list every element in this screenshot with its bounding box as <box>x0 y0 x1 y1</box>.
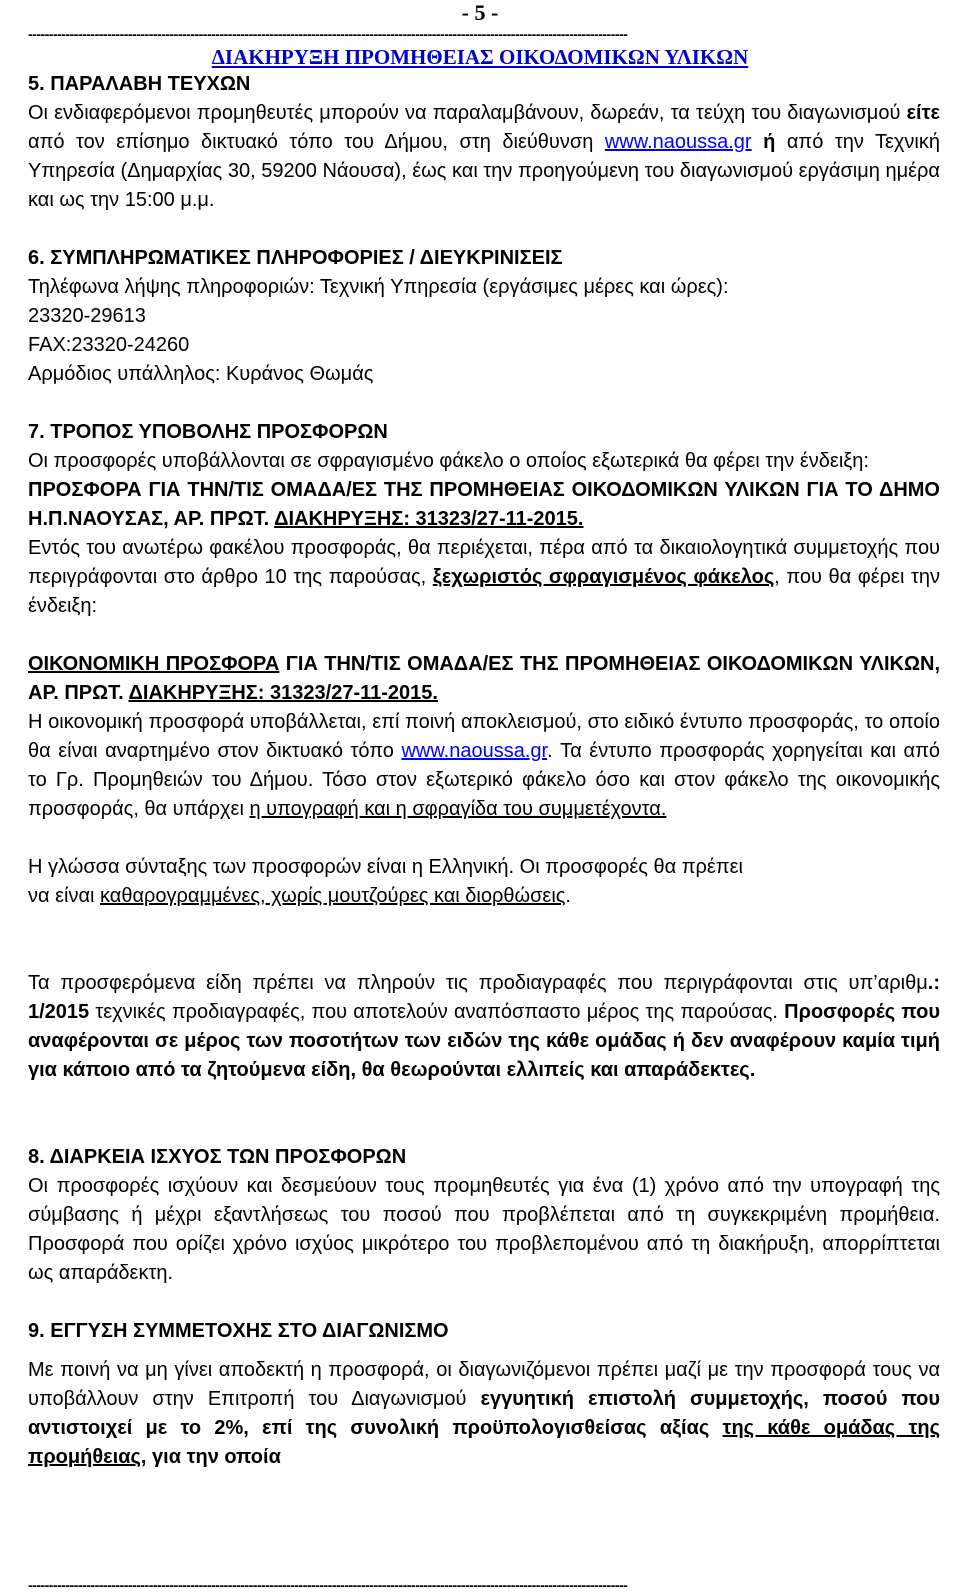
s7-p2-end: , που θα φέρει την ένδειξη: <box>28 566 940 617</box>
section-6-heading: 6. ΣΥΜΠΛΗΡΩΜΑΤΙΚΕΣ ΠΛΗΡΟΦΟΡΙΕΣ / ΔΙΕΥΚΡΙΝΙΣΕΙΣ <box>28 247 563 269</box>
s7-label1-part2: ΔΗΜΟ Η.Π.ΝΑΟΥΣΑΣ, ΑΡ. ΠΡΩΤ. <box>28 479 940 530</box>
s7-p4d: . <box>565 885 571 907</box>
s8-paragraph: Οι προσφορές ισχύουν και δεσμεύουν τους προμηθευτές για ένα (1) χρόνο από την υπογραφή της σύμβασης ή μέχρι εξαντλήσεως του ποσού που προβλέπεται από τη συγκεκριμένη προμήθεια. Προσφορά που ορίζει χρόνο ισχύος μικρότερο του προβλεπομένου από τη διακήρυξη, απορρίπτεται ως απαράδεκτη. <box>28 1175 940 1284</box>
running-header-title: ΔΙΑΚΗΡΥΞΗ ΠΡΟΜΗΘΕΙΑΣ ΟΙΚΟΔΟΜΙΚΩΝ ΥΛΙΚΩΝ <box>211 45 749 69</box>
s7-p5a: Τα προσφερόμενα είδη πρέπει να πληρούν τις προδιαγραφές που περιγράφονται στις υπ’αριθμ <box>28 972 928 994</box>
phone-number: 23320-29613 <box>28 305 146 327</box>
s7-incomplete-offers: Προσφορές που αναφέρονται σε μέρος των ποσοτήτων των ειδών της κάθε ομάδας ή δεν αναφέρουν καμία τιμή για κάποιο από τα ζητούμενα είδη, θα θεωρούνται ελλιπείς και απαράδεκτες. <box>28 1001 940 1081</box>
section-8-heading: 8. ΔΙΑΡΚΕΙΑ ΙΣΧΥΟΣ ΤΩΝ ΠΡΟΣΦΟΡΩΝ <box>28 1146 407 1168</box>
s7-paragraph-2 <box>28 534 940 621</box>
s7-paragraph-3 <box>28 708 940 824</box>
s9-paragraph <box>28 1356 940 1472</box>
s7-financial-label <box>28 650 940 708</box>
naoussa-link-2[interactable]: www.naoussa.gr <box>401 740 548 762</box>
s7-paragraph-1: Οι προσφορές υποβάλλονται σε σφραγισμένο φάκελο ο οποίος εξωτερικά θα φέρει την ένδειξη: <box>28 450 869 472</box>
s7-label1-part3: ΔΙΑΚΗΡΥΞΗΣ: 31323/27-11-2015. <box>274 508 584 530</box>
s9-p1d: , για την οποία <box>140 1446 281 1468</box>
s7-p2-text: Εντός του ανωτέρω φακέλου προσφοράς, θα περιέχεται, πέρα από τα δικαιολογητικά συμμετοχής που περιγράφονται στο άρθρο 10 της παρούσας, <box>28 537 940 588</box>
s7-p4b: να είναι <box>28 885 101 907</box>
s7-label2-middle: ΓΙΑ ΤΗΝ/ΤΙΣ ΟΜΑΔΑ/ΕΣ ΤΗΣ ΠΡΟΜΗΘΕΙΑΣ ΟΙΚΟΔΟΜΙΚΩΝ ΥΛΙΚΩΝ, ΑΡ. ΠΡΩΤ. <box>28 653 941 704</box>
s7-p5c: τεχνικές προδιαγραφές, που αποτελούν αναπόσπαστο μέρος της παρούσας. <box>89 1001 785 1023</box>
s5-text-5: από την Τεχνική Υπηρεσία (Δημαρχίας 30, 59200 Νάουσα), έως και την προηγούμενη του διαγωνισμού εργάσιμη ημέρα και ως την 15:00 μ.μ. <box>28 131 941 211</box>
responsible-officer: Αρμόδιος υπάλληλος: Κυράνος Θωμάς <box>28 363 374 385</box>
s7-label1-part1: ΠΡΟΣΦΟΡΑ ΓΙΑ ΤΗΝ/ΤΙΣ ΟΜΑΔΑ/ΕΣ ΤΗΣ ΠΡΟΜΗΘΕΙΑΣ ΟΙΚΟΔΟΜΙΚΩΝ ΥΛΙΚΩΝ ΓΙΑ ΤΟ <box>28 479 879 501</box>
section-7-heading: 7. ΤΡΟΠΟΣ ΥΠΟΒΟΛΗΣ ΠΡΟΣΦΟΡΩΝ <box>28 421 388 443</box>
naoussa-link[interactable]: www.naoussa.gr <box>604 131 752 153</box>
s7-clean-requirement: καθαρογραμμένες, χωρίς μουτζούρες και διορθώσεις <box>100 885 566 907</box>
fax-number: FAX:23320-24260 <box>28 334 190 356</box>
s7-label2-end: ΔΙΑΚΗΡΥΞΗΣ: 31323/27-11-2015. <box>128 682 438 704</box>
s5-either: είτε <box>906 102 940 124</box>
page-number: - 5 - <box>461 0 499 25</box>
section-5-text <box>28 99 940 215</box>
info-phones-line: Τηλέφωνα λήψης πληροφοριών: Τεχνική Υπηρεσία (εργάσιμες μέρες και ώρες): <box>28 276 729 298</box>
s5-text-1: Οι ενδιαφερόμενοι προμηθευτές μπορούν να παραλαμβάνουν, δωρεάν, τα τεύχη του διαγωνισμού <box>28 102 907 124</box>
footer-rule: ------------------------------------------------------------------------------------------------------------------------------------------------ <box>28 1578 628 1592</box>
s5-or: ή <box>751 131 776 153</box>
section-5-heading: 5. ΠΑΡΑΛΑΒΗ ΤΕΥΧΩΝ <box>28 73 251 95</box>
s7-p3-middle: . Τα έντυπο προσφοράς χορηγείται και από το Γρ. Προμηθειών του Δήμου. Τόσο στον εξωτερικό φάκελο όσο και στον φάκελο της οικονομικής προσφοράς, θα υπάρχει <box>28 740 940 820</box>
s7-spec-number: .: 1/2015 <box>28 972 940 1023</box>
s7-signature-stamp: η υπογραφή και η σφραγίδα του συμμετέχοντα. <box>249 798 667 820</box>
header-rule: ------------------------------------------------------------------------------------------------------------------------------------------------ <box>28 27 628 41</box>
s7-clean-line <box>28 882 940 911</box>
s9-guarantee: εγγυητική επιστολή συμμετοχής, ποσού που αντιστοιχεί με το 2%, επί της συνολική προϋπολογισθείσας αξίας <box>28 1388 940 1439</box>
s7-paragraph-5 <box>28 969 940 1085</box>
s9-p1a: Με ποινή να μη γίνει αποδεκτή η προσφορά, οι διαγωνιζόμενοι πρέπει μαζί με την προσφορά τους να υποβάλλουν στην Επιτροπή του Διαγωνισμού <box>28 1359 940 1410</box>
s7-language-line: Η γλώσσα σύνταξης των προσφορών είναι η Ελληνική. Οι προσφορές θα πρέπει <box>28 856 743 878</box>
s7-p3-text: Η οικονομική προσφορά υποβάλλεται, επί ποινή αποκλεισμού, στο ειδικό έντυπο προσφοράς, το οποίο θα είναι αναρτημένο στον δικτυακό τόπο <box>28 711 940 762</box>
s5-text-3: από τον επίσημο δικτυακό τόπο του Δήμου, στη διεύθυνση <box>28 131 605 153</box>
document-body <box>28 70 940 1472</box>
s7-separate-envelope: ξεχωριστός σφραγισμένος φάκελος <box>432 566 775 588</box>
s7-envelope-label <box>28 476 940 534</box>
financial-offer-label: ΟΙΚΟΝΟΜΙΚΗ ΠΡΟΣΦΟΡΑ <box>28 653 280 675</box>
s9-per-group: της κάθε ομάδας της προμήθειας <box>28 1417 940 1468</box>
section-9-heading: 9. ΕΓΓΥΣΗ ΣΥΜΜΕΤΟΧΗΣ ΣΤΟ ΔΙΑΓΩΝΙΣΜΟ <box>28 1320 449 1342</box>
